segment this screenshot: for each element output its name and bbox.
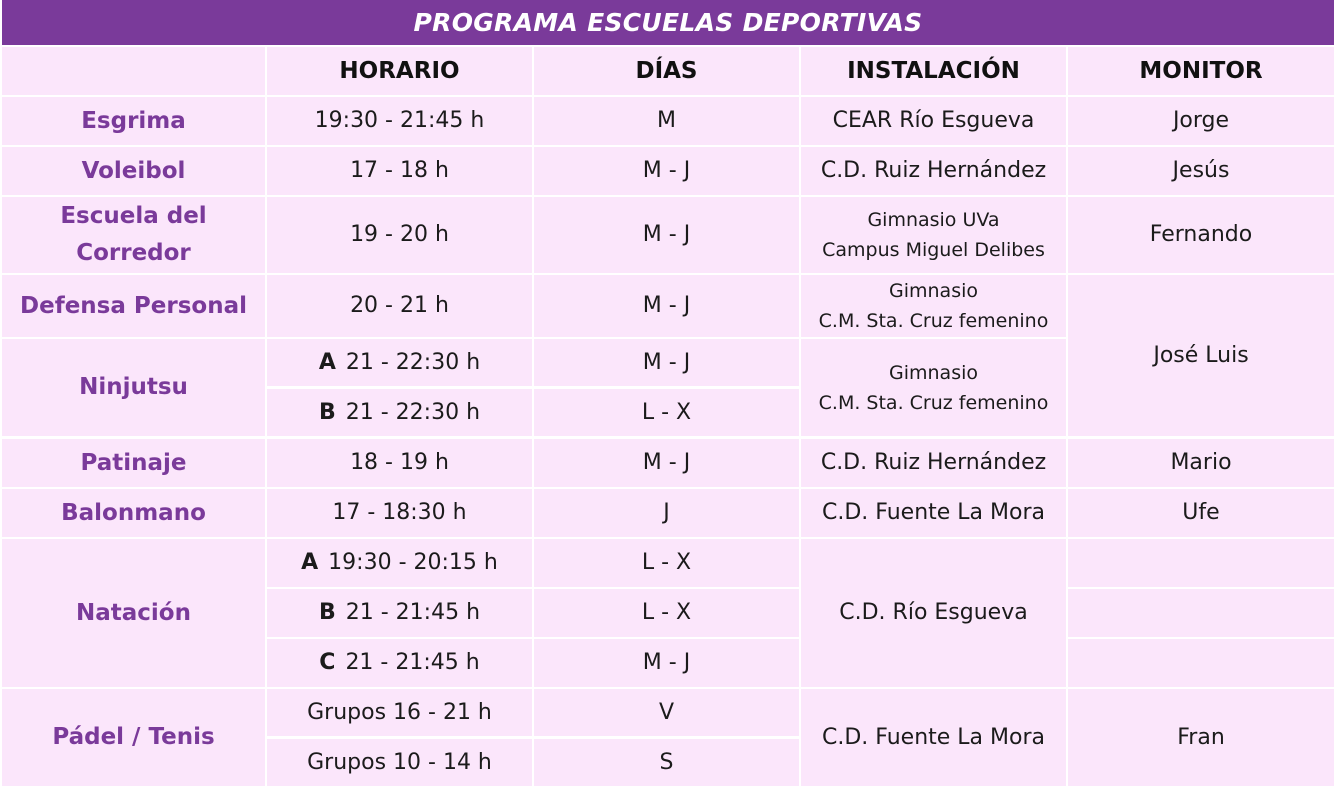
header-horario: HORARIO bbox=[267, 47, 532, 95]
instalacion-corredor bbox=[801, 197, 1066, 273]
instalacion-defensa bbox=[801, 275, 1066, 337]
group-time: 21 - 22:30 h bbox=[345, 399, 481, 425]
sport-name: Ninjutsu bbox=[79, 374, 188, 400]
instalacion-padel bbox=[801, 689, 1066, 786]
monitor-balonmano: Ufe bbox=[1068, 489, 1334, 537]
group-time: 21 - 21:45 h bbox=[345, 650, 480, 675]
horario-defensa: 20 - 21 h bbox=[267, 275, 532, 337]
dias-corredor: M - J bbox=[534, 197, 799, 273]
dias-defensa: M - J bbox=[534, 275, 799, 337]
instalacion-ninjutsu bbox=[801, 339, 1066, 436]
monitor-voleibol: Jesús bbox=[1068, 147, 1334, 195]
dias-padel-2: S bbox=[534, 739, 799, 786]
dias-ninjutsu-a: M - J bbox=[534, 339, 799, 386]
sport-balonmano bbox=[2, 489, 265, 537]
sport-name: Patinaje bbox=[80, 449, 187, 476]
sport-corredor bbox=[2, 197, 265, 273]
dias-voleibol: M - J bbox=[534, 147, 799, 195]
sport-name-line1: Escuela del bbox=[60, 203, 207, 229]
instalacion-esgrima bbox=[801, 97, 1066, 145]
sport-patinaje bbox=[2, 439, 265, 487]
group-time: 19:30 - 20:15 h bbox=[328, 550, 498, 575]
monitor-corredor: Fernando bbox=[1068, 197, 1334, 273]
group-time: 21 - 22:30 h bbox=[345, 349, 481, 375]
group-label: B bbox=[318, 399, 336, 425]
instalacion-line: C.D. Río Esgueva bbox=[839, 600, 1028, 625]
horario-voleibol: 17 - 18 h bbox=[267, 147, 532, 195]
dias-padel-1: V bbox=[534, 689, 799, 736]
sport-ninjutsu bbox=[2, 339, 265, 436]
group-label: C bbox=[319, 650, 336, 675]
dias-esgrima: M bbox=[534, 97, 799, 145]
monitor-padel: Fran bbox=[1068, 689, 1334, 786]
header-instalacion: INSTALACIÓN bbox=[801, 47, 1066, 95]
sport-name: Esgrima bbox=[81, 107, 186, 134]
sport-esgrima bbox=[2, 97, 265, 145]
sport-name: Voleibol bbox=[81, 157, 186, 184]
sport-name: Pádel / Tenis bbox=[52, 724, 215, 750]
instalacion-line: CEAR Río Esgueva bbox=[832, 108, 1035, 133]
instalacion-line2: C.M. Sta. Cruz femenino bbox=[818, 310, 1049, 332]
group-label: A bbox=[301, 550, 319, 575]
horario-balonmano: 17 - 18:30 h bbox=[267, 489, 532, 537]
instalacion-line: C.D. Ruiz Hernández bbox=[820, 158, 1047, 183]
group-label: A bbox=[318, 349, 336, 375]
instalacion-line1: Gimnasio bbox=[889, 361, 978, 384]
sport-name: Natación bbox=[76, 599, 191, 626]
dias-ninjutsu-b: L - X bbox=[534, 389, 799, 436]
horario-patinaje: 18 - 19 h bbox=[267, 439, 532, 487]
table-title: PROGRAMA ESCUELAS DEPORTIVAS bbox=[2, 0, 1334, 45]
dias-natacion-a: L - X bbox=[534, 539, 799, 587]
instalacion-patinaje bbox=[801, 439, 1066, 487]
sport-name: Balonmano bbox=[61, 499, 206, 526]
monitor-esgrima: Jorge bbox=[1068, 97, 1334, 145]
monitor-patinaje: Mario bbox=[1068, 439, 1334, 487]
horario-natacion-b bbox=[267, 589, 532, 637]
sport-name-line2: Corredor bbox=[76, 240, 191, 266]
instalacion-natacion bbox=[801, 539, 1066, 687]
instalacion-line2: Campus Miguel Delibes bbox=[822, 239, 1045, 261]
horario-padel-2: Grupos 10 - 14 h bbox=[267, 739, 532, 786]
horario-padel-1: Grupos 16 - 21 h bbox=[267, 689, 532, 736]
header-empty bbox=[2, 47, 265, 95]
instalacion-line1: Gimnasio bbox=[889, 280, 978, 302]
header-dias: DÍAS bbox=[534, 47, 799, 95]
instalacion-line2: C.M. Sta. Cruz femenino bbox=[818, 391, 1049, 414]
dias-balonmano: J bbox=[534, 489, 799, 537]
instalacion-line: C.D. Fuente La Mora bbox=[821, 500, 1045, 525]
sport-natacion bbox=[2, 539, 265, 687]
sport-padel-tenis bbox=[2, 689, 265, 786]
monitor-defensa-ninjutsu: José Luis bbox=[1068, 275, 1334, 436]
monitor-natacion-c bbox=[1068, 639, 1334, 687]
dias-patinaje: M - J bbox=[534, 439, 799, 487]
horario-corredor: 19 - 20 h bbox=[267, 197, 532, 273]
header-monitor: MONITOR bbox=[1068, 47, 1334, 95]
dias-natacion-c: M - J bbox=[534, 639, 799, 687]
instalacion-balonmano bbox=[801, 489, 1066, 537]
horario-natacion-c bbox=[267, 639, 532, 687]
sport-name: Defensa Personal bbox=[20, 292, 247, 319]
dias-natacion-b: L - X bbox=[534, 589, 799, 637]
group-time: 21 - 21:45 h bbox=[345, 600, 481, 625]
monitor-natacion-a bbox=[1068, 539, 1334, 587]
horario-ninjutsu-b bbox=[267, 389, 532, 436]
instalacion-line: C.D. Ruiz Hernández bbox=[820, 450, 1047, 475]
instalacion-line: C.D. Fuente La Mora bbox=[821, 724, 1045, 750]
instalacion-line1: Gimnasio UVa bbox=[867, 209, 1000, 231]
horario-ninjutsu-a bbox=[267, 339, 532, 386]
monitor-natacion-b bbox=[1068, 589, 1334, 637]
group-label: B bbox=[318, 600, 336, 625]
sport-defensa-personal bbox=[2, 275, 265, 337]
horario-esgrima: 19:30 - 21:45 h bbox=[267, 97, 532, 145]
sport-voleibol bbox=[2, 147, 265, 195]
horario-natacion-a bbox=[267, 539, 532, 587]
instalacion-voleibol bbox=[801, 147, 1066, 195]
